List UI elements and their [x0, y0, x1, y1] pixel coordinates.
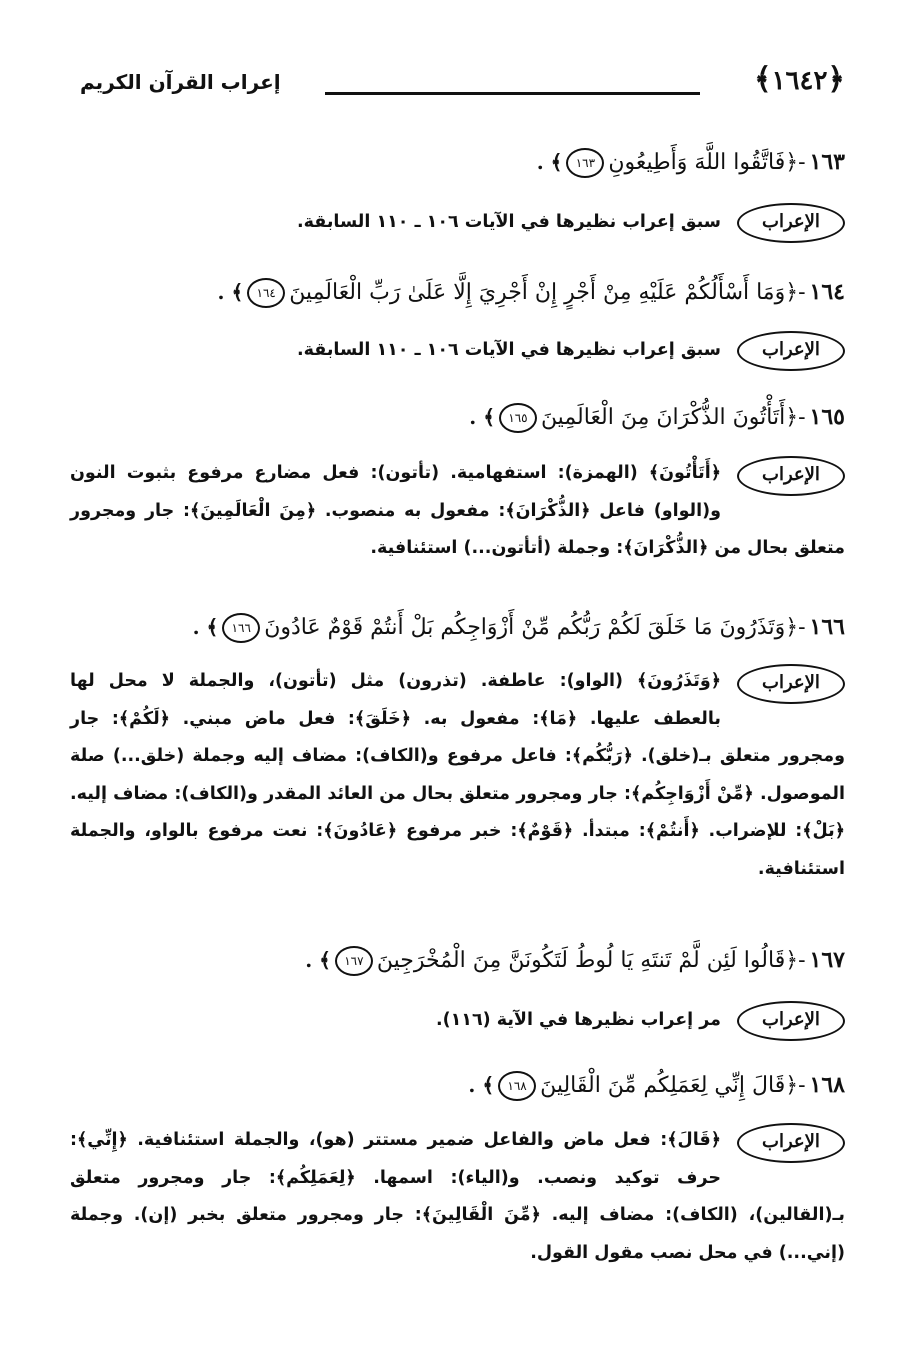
header-rule: [325, 92, 700, 95]
analysis-text: سبق إعراب نظيرها في الآيات ١٠٦ ـ ١١٠ السابقة.: [296, 212, 721, 232]
closing-ornament: ﴾ .: [305, 948, 331, 972]
verse-text: ﴿وَتَذَرُونَ مَا خَلَقَ لَكُمْ رَبُّكُم مِّنْ أَزْوَاجِكُم بَلْ أَنتُمْ قَوْمٌ عَادُونَ: [264, 615, 799, 640]
verse-line-166: ١٦٦-﴿وَتَذَرُونَ مَا خَلَقَ لَكُمْ رَبُّكُم مِّنْ أَزْوَاجِكُم بَلْ أَنتُمْ قَوْمٌ عَادُونَ١٦٦﴾ .: [70, 610, 845, 645]
analysis-text: ﴿أَتَأْتُونَ﴾ (الهمزة): استفهامية. (تأتون): فعل مضارع مرفوع بثبوت النون و(الواو) فاعل ﴿الذُّكْرَانَ﴾: مفعول به منصوب. ﴿مِنَ الْعَالَمِينَ﴾: جار ومجرور متعلق بحال من ﴿الذُّكْرَانَ﴾: وجملة (أتأتون...) استئنافية.: [70, 463, 845, 558]
ayah-end-marker: ١٦٧: [335, 946, 373, 976]
verse-number: ١٦٥: [809, 404, 845, 430]
closing-ornament: ﴾ .: [469, 405, 495, 429]
analysis-168: [70, 1122, 845, 1272]
analysis-164: [70, 330, 845, 371]
verse-line-168: ١٦٨-﴿قَالَ إِنِّي لِعَمَلِكُم مِّنَ الْقَالِينَ١٦٨﴾ .: [70, 1068, 845, 1103]
ayah-end-marker: ١٦٣: [566, 148, 604, 178]
ayah-end-marker: ١٦٦: [222, 613, 260, 643]
verse-line-164: ١٦٤-﴿وَمَا أَسْأَلُكُمْ عَلَيْهِ مِنْ أَجْرٍ إِنْ أَجْرِيَ إِلَّا عَلَىٰ رَبِّ الْعَالَمِينَ١٦٤﴾ .: [70, 275, 845, 310]
verse-text: ﴿فَاتَّقُوا اللَّهَ وَأَطِيعُونِ: [608, 150, 799, 175]
verse-line-167: ١٦٧-﴿قَالُوا لَئِن لَّمْ تَنتَهِ يَا لُوطُ لَتَكُونَنَّ مِنَ الْمُخْرَجِينَ١٦٧﴾ .: [70, 943, 845, 978]
analysis-167: [70, 1000, 845, 1041]
irab-badge: الإعراب: [737, 203, 845, 243]
page-number: ﴿١٦٤٢﴾: [753, 62, 845, 97]
verse-text: ﴿وَمَا أَسْأَلُكُمْ عَلَيْهِ مِنْ أَجْرٍ إِنْ أَجْرِيَ إِلَّا عَلَىٰ رَبِّ الْعَالَمِينَ: [289, 280, 799, 305]
verse-number: ١٦٤: [809, 279, 845, 305]
analysis-text: ﴿قَالَ﴾: فعل ماض والفاعل ضمير مستتر (هو)، والجملة استئنافية. ﴿إِنِّي﴾: حرف توكيد ونصب. و(الياء): اسمها. ﴿لِعَمَلِكُم﴾: جار ومجرور متعلق بـ(القالين)، (الكاف): مضاف إليه. ﴿مِّنَ الْقَالِينَ﴾: جار ومجرور متعلق بخبر (إن). وجملة (إني...) في محل نصب مقول القول.: [70, 1130, 845, 1263]
analysis-165: [70, 455, 845, 568]
irab-badge: الإعراب: [737, 456, 845, 496]
closing-ornament: ﴾ .: [468, 1073, 495, 1097]
verse-text: ﴿قَالَ إِنِّي لِعَمَلِكُم مِّنَ الْقَالِينَ: [540, 1073, 799, 1098]
irab-badge: الإعراب: [737, 1123, 845, 1163]
closing-ornament: ﴾ .: [217, 280, 244, 304]
verse-line-163: ١٦٣-﴿فَاتَّقُوا اللَّهَ وَأَطِيعُونِ١٦٣﴾ .: [70, 145, 845, 180]
analysis-163: [70, 202, 845, 243]
verse-line-165: ١٦٥-﴿أَتَأْتُونَ الذُّكْرَانَ مِنَ الْعَالَمِينَ١٦٥﴾ .: [70, 400, 845, 435]
analysis-text: سبق إعراب نظيرها في الآيات ١٠٦ ـ ١١٠ السابقة.: [296, 340, 721, 360]
closing-ornament: ﴾ .: [536, 150, 563, 174]
ayah-end-marker: ١٦٤: [247, 278, 285, 308]
page-header: [70, 62, 845, 112]
book-title: إعراب القرآن الكريم: [80, 70, 281, 94]
verse-number: ١٦٦: [809, 614, 845, 640]
verse-number: ١٦٨: [809, 1072, 845, 1098]
verse-number: ١٦٣: [809, 149, 845, 175]
analysis-text: مر إعراب نظيرها في الآية (١١٦).: [435, 1010, 721, 1030]
verse-number: ١٦٧: [809, 947, 845, 973]
irab-badge: الإعراب: [737, 664, 845, 704]
irab-badge: الإعراب: [737, 331, 845, 371]
verse-text: ﴿أَتَأْتُونَ الذُّكْرَانَ مِنَ الْعَالَمِينَ: [540, 405, 799, 430]
analysis-166: [70, 663, 845, 888]
ayah-end-marker: ١٦٥: [499, 403, 537, 433]
ayah-end-marker: ١٦٨: [498, 1071, 536, 1101]
analysis-text: ﴿وَتَذَرُونَ﴾ (الواو): عاطفة. (تذرون) مثل (تأتون)، والجملة لا محل لها بالعطف عليها. ﴿مَا﴾: مفعول به. ﴿خَلَقَ﴾: فعل ماض مبني. ﴿لَكُمْ﴾: جار ومجرور متعلق بـ(خلق). ﴿رَبُّكُم﴾: فاعل مرفوع و(الكاف): مضاف إليه وجملة (خلق...) صلة الموصول. ﴿مِّنْ أَزْوَاجِكُم﴾: جار ومجرور متعلق بحال من العائد المقدر و(الكاف): مضاف إليه. ﴿بَلْ﴾: للإضراب. ﴿أَنتُمْ﴾: مبتدأ. ﴿قَوْمٌ﴾: خبر مرفوع ﴿عَادُونَ﴾: نعت مرفوع بالواو، والجملة استئنافية.: [70, 671, 845, 879]
irab-badge: الإعراب: [737, 1001, 845, 1041]
verse-text: ﴿قَالُوا لَئِن لَّمْ تَنتَهِ يَا لُوطُ لَتَكُونَنَّ مِنَ الْمُخْرَجِينَ: [376, 948, 799, 973]
closing-ornament: ﴾ .: [192, 615, 219, 639]
